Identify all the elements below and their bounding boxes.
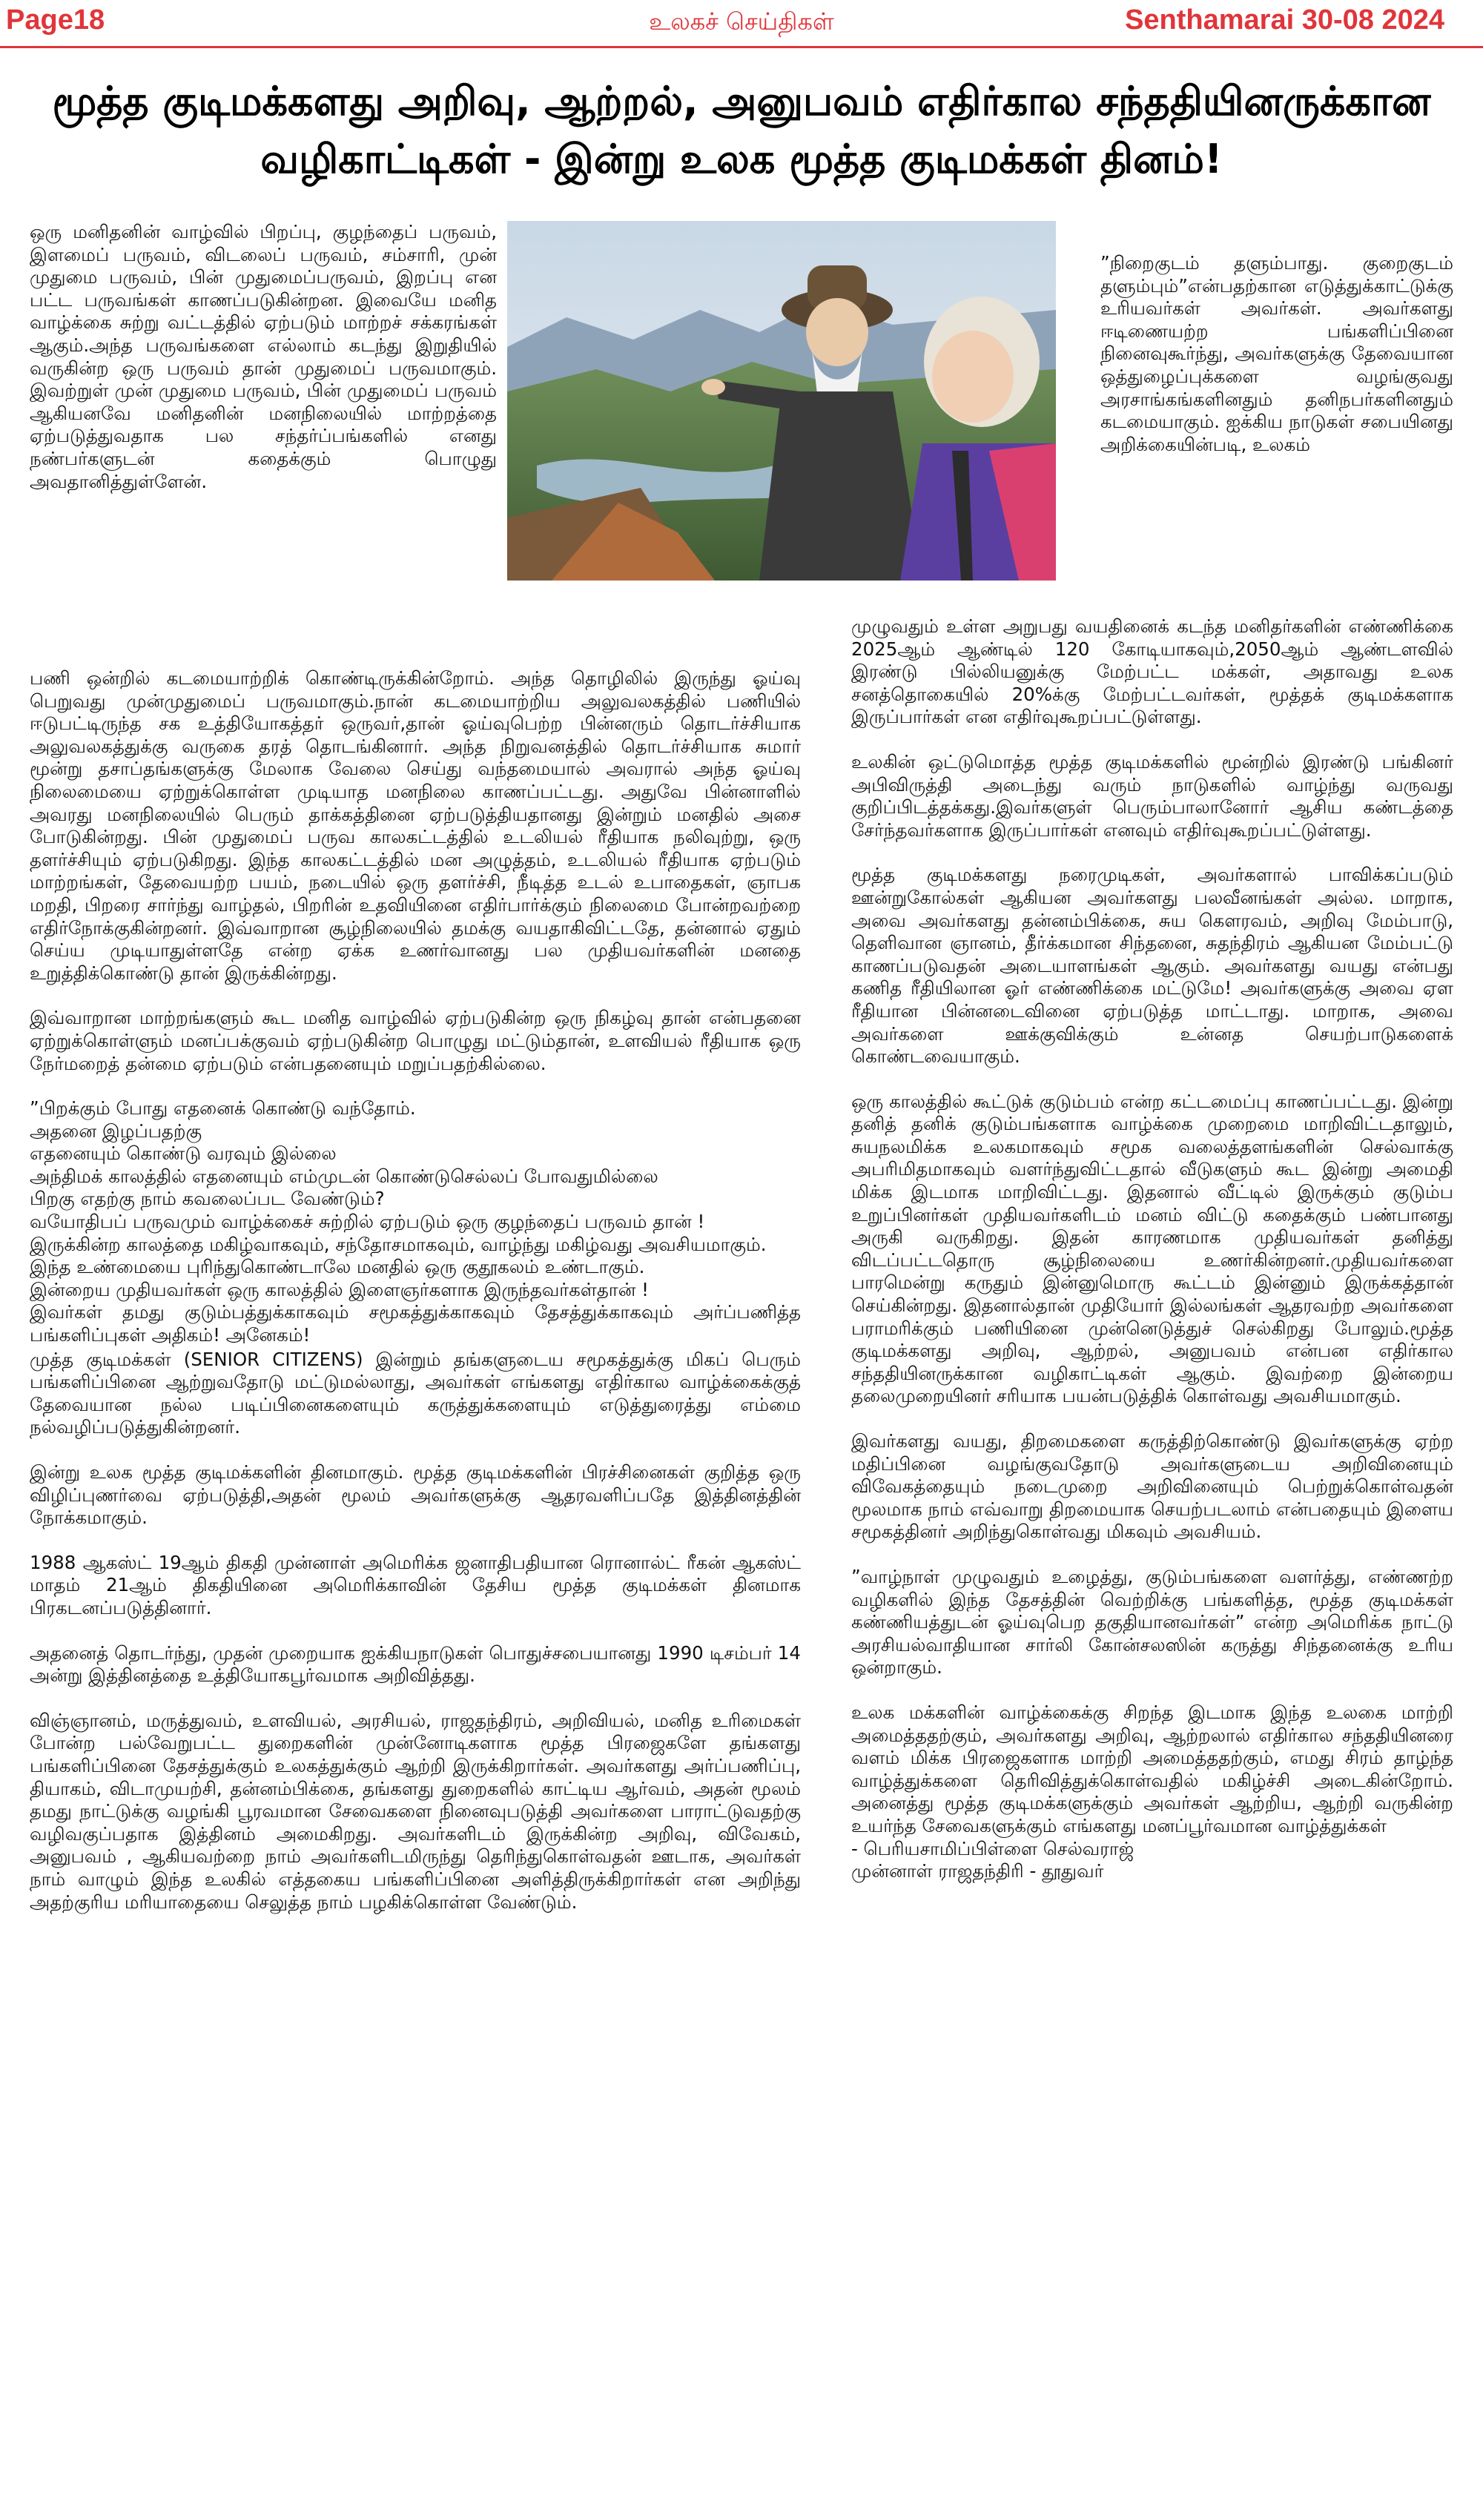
right-top-paragraph	[1100, 252, 1453, 608]
intro-text: ஒரு மனிதனின் வாழ்வில் பிறப்பு, குழந்தைப் பருவம், இளமைப் பருவம், விடலைப் பருவம், சம்சாரி, முன் முதுமை பருவம், பின் முதுமைப்பருவம், இறப்பு என பட்ட பருவங்கள் காணப்படுகின்றன. இவையே மனித வாழ்க்கை சுற்று வட்டத்தில் ஏற்படும் மாற்றச் சக்கரங்கள் ஆகும்.அந்த பருவங்களை எல்லாம் கடந்து இறுதியில் வருகின்ற ஒரு பருவம் தான் முதுமைப் பருவமாகும். இவற்றுள் முன் முதுமை பருவம், பின் முதுமைப் பருவம் ஆகியனவே மனிதனின் மனநிலையில் மாற்றத்தை ஏற்படுத்துவதாக பல சந்தர்ப்பங்களில் எனது நண்பர்களுடன் கதைக்கும் பொழுது அவதானித்துள்ளேன்.	[30, 221, 497, 492]
author-name: - பெரியசாமிப்பிள்ளை செல்வராஜ்	[851, 1837, 1134, 1859]
header-rule	[0, 46, 1483, 48]
poem-line: இவர்கள் தமது குடும்பத்துக்காகவும் சமூகத்துக்காகவும் தேசத்துக்காகவும் அர்ப்பணித்த பங்களிப்புகள் அதிகம்! அனேகம்!	[30, 1301, 801, 1346]
left-column	[30, 667, 801, 2498]
right-paragraph: இவர்களது வயது, திறமைகளை கருத்திற்கொண்டு இவர்களுக்கு ஏற்ற மதிப்பினை வழங்குவதோடு அவர்களுடைய அறிவினையும் விவேகத்தையும் நடைமுறை அறிவினையும் பெற்றுக்கொள்வதன் மூலமாக நாம் எவ்வாறு திறமையாக செயற்படலாம் என்பதையும் இளைய சமூகத்தினர் அறிந்துகொள்வது மிகவும் அவசியம்.	[851, 1430, 1453, 1543]
poem-line: அதனை இழப்பதற்கு	[30, 1120, 202, 1142]
poem-line: ”பிறக்கும் போது எதனைக் கொண்டு வந்தோம்.	[30, 1097, 416, 1120]
right-paragraph: ”வாழ்நாள் முழுவதும் உழைத்து, குடும்பங்களை வளர்த்து, எண்ணற்ற வழிகளில் இந்த தேசத்தின் வெற்றிக்கு பங்களித்த, மூத்த குடிமக்கள் கண்ணியத்துடன் ஓய்வுபெற தகுதியானவர்கள்” என்ற அமெரிக்க நாட்டு அரசியல்வாதியான சார்லி கோன்சலஸின் கருத்து சிந்தனைக்கு உரிய ஒன்றாகும்.	[851, 1565, 1453, 1679]
paper-date: Senthamarai 30-08 2024	[1125, 4, 1444, 36]
intro-paragraph	[30, 221, 497, 636]
poem-line: இன்றைய முதியவர்கள் ஒரு காலத்தில் இளைஞர்களாக இருந்தவர்கள்தான் !	[30, 1278, 649, 1300]
left-paragraph: அதனைத் தொடர்ந்து, முதன் முறையாக ஐக்கியநாடுகள் பொதுச்சபையானது 1990 டிசம்பர் 14 அன்று இத்தினத்தை உத்தியோகபூர்வமாக அறிவித்தது.	[30, 1641, 801, 1687]
headline-line-2: வழிகாட்டிகள் - இன்று உலக மூத்த குடிமக்கள் தினம்!	[260, 136, 1223, 182]
closing-paragraph: உலக மக்களின் வாழ்க்கைக்கு சிறந்த இடமாக இந்த உலகை மாற்றி அமைத்ததற்கும், அவர்களது அறிவு, ஆற்றலால் எதிர்கால சந்ததியினரை வளம் மிக்க பிரஜைகளாக மாற்றி அமைத்ததற்கும், எமது சிரம் தாழ்ந்த வாழ்த்துக்களை தெரிவித்துக்கொள்வதில் மகிழ்ச்சி அடைகின்றோம். அனைத்து மூத்த குடிமக்களுக்கும் அவர்கள் ஆற்றிய, ஆற்றி வருகின்ற உயர்ந்த சேவைகளுக்கும் எங்களது மனப்பூர்வமான வாழ்த்துக்கள்	[851, 1701, 1453, 1836]
right-top-text: ”நிறைகுடம் தளும்பாது. குறைகுடம் தளும்பும்”என்பதற்கான எடுத்துக்காட்டுக்கு உரியவர்கள் அவர்கள். அவர்களது ஈடிணையற்ற பங்களிப்பினை நினைவுகூர்ந்து, அவர்களுக்கு தேவையான ஒத்துழைப்புக்களை வழங்குவது அரசாங்கங்களினதும் தனிநபர்களினதும் கடமையாகும். ஐக்கிய நாடுகள் சபையினது அறிக்கையின்படி, உலகம்	[1100, 252, 1453, 455]
headline	[30, 73, 1453, 188]
poem	[30, 1097, 801, 1347]
left-paragraph: முத்த குடிமக்கள் (SENIOR CITIZENS) இன்றும் தங்களுடைய சமூகத்துக்கு மிகப் பெரும் பங்களிப்பினை ஆற்றுவதோடு மட்டுமல்லாது, அவர்கள் எங்களது எதிர்கால வாழ்க்கைக்குத் தேவையான நல்ல படிப்பினைகளையும் கருத்துக்களையும் எடுத்துரைத்து எம்மை நல்வழிப்படுத்துகின்றனர்.	[30, 1348, 801, 1438]
left-paragraph: இவ்வாறான மாற்றங்களும் கூட மனித வாழ்வில் ஏற்படுகின்ற ஒரு நிகழ்வு தான் என்பதனை ஏற்றுக்கொள்ளும் மனப்பக்குவம் ஏற்படுகின்ற பொழுது மட்டும்தான், உளவியல் ரீதியாக ஒரு நேர்மறைத் தன்மை ஏற்படும் என்பதனையும் மறுப்பதற்கில்லை.	[30, 1007, 801, 1074]
poem-line: வயோதிபப் பருவமும் வாழ்க்கைச் சுற்றில் ஏற்படும் ஒரு குழந்தைப் பருவம் தான் !	[30, 1211, 705, 1233]
left-paragraph: பணி ஒன்றில் கடமையாற்றிக் கொண்டிருக்கின்றோம். அந்த தொழிலில் இருந்து ஓய்வு பெறுவது முன்முதுமைப் பருவமாகும்.நான் கடமையாற்றிய அலுவலகத்தில் பணியில் ஈடுபட்டிருந்த சக உத்தியோகத்தர் ஒருவர்,தான் ஓய்வுபெற்ற பின்னரும் தொடர்ச்சியாக அலுவலகத்துக்கு வருகை தரத் தொடங்கினார். அந்த நிறுவனத்தில் தொடர்ச்சியாக சுமார் மூன்று தசாப்தங்களுக்கு மேலாக வேலை செய்து வந்தமையால் அவரால் அந்த ஓய்வு நிலைமையை ஏற்றுக்கொள்ள முடியாத மனநிலை காணப்பட்டது. அதுவே பின்னாளில் அவரது மனநிலையில் பெரும் தாக்கத்தினை ஏற்படுத்தியதானது இன்றும் மனதில் அசை போடுகின்றது. பின் முதுமைப் பருவ காலகட்டத்தில் உடலியல் ரீதியாக நலிவுற்று, ஒரு தளர்ச்சியும் ஏற்படுகிறது. இந்த காலகட்டத்தில் மன அழுத்தம், உடலியல் ரீதியாக ஏற்படும் மாற்றங்கள், தேவையற்ற பயம், நடையில் ஒரு தளர்ச்சி, நீடித்த உடல் உபாதைகள், ஞாபக மறதி, பிறரை சார்ந்து வாழ்தல், பிறரின் உதவியினை எதிர்பார்க்கும் நிலைமை போன்றவற்றை எதிர்நோக்குகின்றனர். இவ்வாறான சூழ்நிலையில் தமக்கு வயதாகிவிட்டதே, தன்னால் ஏதும் செய்ய முடியாதுள்ளதே என்ற ஏக்க உணர்வானது பல முதியவர்களின் மனதை உறுத்திக்கொண்டு தான் இருக்கின்றது.	[30, 667, 801, 984]
left-paragraph: இன்று உலக மூத்த குடிமக்களின் தினமாகும். மூத்த குடிமக்களின் பிரச்சினைகள் குறித்த ஒரு விழிப்புணர்வை ஏற்படுத்தி,அதன் மூலம் அவர்களுக்கு ஆதரவளிப்பதே இத்தினத்தின் நோக்கமாகும்.	[30, 1461, 801, 1529]
right-column	[851, 615, 1453, 2498]
right-paragraph: ஒரு காலத்தில் கூட்டுக் குடும்பம் என்ற கட்டமைப்பு காணப்பட்டது. இன்று தனித் தனிக் குடும்பங்களாக வாழ்க்கை முறைமை மாறிவிட்டதாலும், சுயநலமிக்க உலகமாகவும் சமூக வலைத்தளங்களின் செல்வாக்கு அபரிமிதமாகவும் வளர்ந்துவிட்டதால் வீடுகளும் கூட இன்று அமைதி மிக்க இடமாக மாறிவிட்டது. இதனால் வீட்டில் இருக்கும் குடும்ப உறுப்பினர்கள் முதியவர்களிடம் மனம் விட்டு கதைக்கும் பண்பானது அருகி வருகிறது. இதன் காரணமாக முதியவர்கள் தனித்து விடப்பட்டதொரு சூழ்நிலையை உணர்கின்றனர்.முதியவர்களை பாரமென்று கருதும் இன்னுமொரு கூட்டம் இன்னும் இருக்கத்தான் செய்கின்றது. இதனால்தான் முதியோர் இல்லங்கள் ஆதரவற்ற அவர்களை பராமரிக்கும் பணியினை முன்னெடுத்துச் செல்கிறது போலும்.மூத்த குடிமக்களது அறிவு, ஆற்றல், அனுபவம் என்பன எதிர்கால சந்ததியினருக்கான வழிகாட்டிகள் ஆகும். இவற்றை இன்றைய தலைமுறையினர் சரியாக பயன்படுத்திக் கொள்வது அவசியமாகும்.	[851, 1090, 1453, 1407]
section-title: உலகச் செய்திகள்	[649, 7, 834, 36]
left-paragraph: 1988 ஆகஸ்ட் 19ஆம் திகதி முன்னாள் அமெரிக்க ஜனாதிபதியான ரொனால்ட் ரீகன் ஆகஸ்ட் மாதம் 21ஆம் திகதியினை அமெரிக்காவின் தேசிய மூத்த குடிமக்கள் தினமாக பிரகடனப்படுத்தினார்.	[30, 1551, 801, 1618]
headline-line-1: மூத்த குடிமக்களது அறிவு, ஆற்றல், அனுபவம் எதிர்கால சந்ததியினருக்கான	[52, 78, 1431, 125]
poem-line: அந்திமக் காலத்தில் எதனையும் எம்முடன் கொண்டுசெல்லப் போவதுமில்லை	[30, 1165, 658, 1187]
poem-line: பிறகு எதற்கு நாம் கவலைப்பட வேண்டும்?	[30, 1188, 385, 1210]
right-paragraph: உலகின் ஒட்டுமொத்த மூத்த குடிமக்களில் மூன்றில் இரண்டு பங்கினர் அபிவிருத்தி அடைந்து வரும் நாடுகளில் வாழ்ந்து வருவது குறிப்பிடத்தக்கது.இவர்களுள் பெரும்பாலானோர் ஆசிய கண்டத்தை சேர்ந்தவர்களாக இருப்பார்கள் எனவும் எதிர்வுகூறப்பட்டுள்ளது.	[851, 750, 1453, 841]
poem-line: இருக்கின்ற காலத்தை மகிழ்வாகவும், சந்தோசமாகவும், வாழ்ந்து மகிழ்வது அவசியமாகும்.	[30, 1233, 767, 1255]
poem-line: இந்த உண்மையை புரிந்துகொண்டாலே மனதில் ஒரு குதூகலம் உண்டாகும்.	[30, 1256, 645, 1278]
right-paragraph: மூத்த குடிமக்களது நரைமுடிகள், அவர்களால் பாவிக்கப்படும் ஊன்றுகோல்கள் ஆகியன அவர்களது பலவீனங்கள் அல்ல. மாறாக, அவை அவர்களது தன்னம்பிக்கை, சுய கௌரவம், அறிவு மேம்பாடு, தெளிவான ஞானம், தீர்க்கமான சிந்தனை, சுதந்திரம் ஆகியன மேம்பட்டு காணப்படுவதன் அடையாளங்கள் ஆகும். அவர்களது வயது என்பது கணித ரீதியிலான ஓர் எண்ணிக்கை மட்டுமே! அவர்களுக்கு அவை ஏள ரீதியான பின்னடைவினை ஏற்படுத்த மாட்டாது. மாறாக, அவை அவர்களை ஊக்குவிக்கும் உன்னத செயற்பாடுகளைக் கொண்டவையாகும்.	[851, 864, 1453, 1068]
page-number: Page18	[6, 4, 105, 36]
right-paragraph: முழுவதும் உள்ள அறுபது வயதினைக் கடந்த மனிதர்களின் எண்ணிக்கை 2025ஆம் ஆண்டில் 120 கோடியாகவும்,2050ஆம் ஆண்டளவில் இரண்டு பில்லியனுக்கு மேற்பட்ட மக்கள், அதாவது உலக சனத்தொகையில் 20%க்கு மேற்பட்டவர்கள், மூத்தக் குடிமக்களாக இருப்பார்கள் என எதிர்வுகூறப்பட்டுள்ளது.	[851, 615, 1453, 728]
elderly-couple-photo	[507, 221, 1056, 581]
page-header	[0, 0, 1483, 46]
poem-line: எதனையும் கொண்டு வரவும் இல்லை	[30, 1142, 337, 1165]
author-title: முன்னாள் ராஜதந்திரி - தூதுவர்	[851, 1860, 1104, 1882]
left-paragraph: விஞ்ஞானம், மருத்துவம், உளவியல், அரசியல், ராஜதந்திரம், அறிவியல், மனித உரிமைகள் போன்ற பல்வேறுபட்ட துறைகளின் முன்னோடிகளாக மூத்த பிரஜைகளே தங்களது பங்களிப்பினை தேசத்துக்கும் உலகத்துக்கும் ஆற்றி இருக்கிறார்கள். அவர்களது அர்ப்பணிப்பு, தியாகம், விடாமுயற்சி, தன்னம்பிக்கை, தங்களது துறைகளில் காட்டிய ஆர்வம், அதன் மூலம் தமது நாட்டுக்கு வழங்கி பூரவமான சேவைகளை நினைவுபடுத்தி அவர்களை பாராட்டுவதற்கு வழிவகுப்பதாக இத்தினம் அமைகிறது. அவர்களிடம் இருக்கின்ற அறிவு, விவேகம், அனுபவம் , ஆகியவற்றை நாம் அவர்களிடமிருந்து தெரிந்துகொள்வதன் ஊடாக, அவர்கள் நாம் வாழும் இந்த உலகில் எத்தகைய பங்களிப்பினை அளித்திருக்கிறார்கள் என அறிந்து அதற்குரிய மரியாதையை செலுத்த நாம் பழகிக்கொள்ள வேண்டும்.	[30, 1709, 801, 1913]
